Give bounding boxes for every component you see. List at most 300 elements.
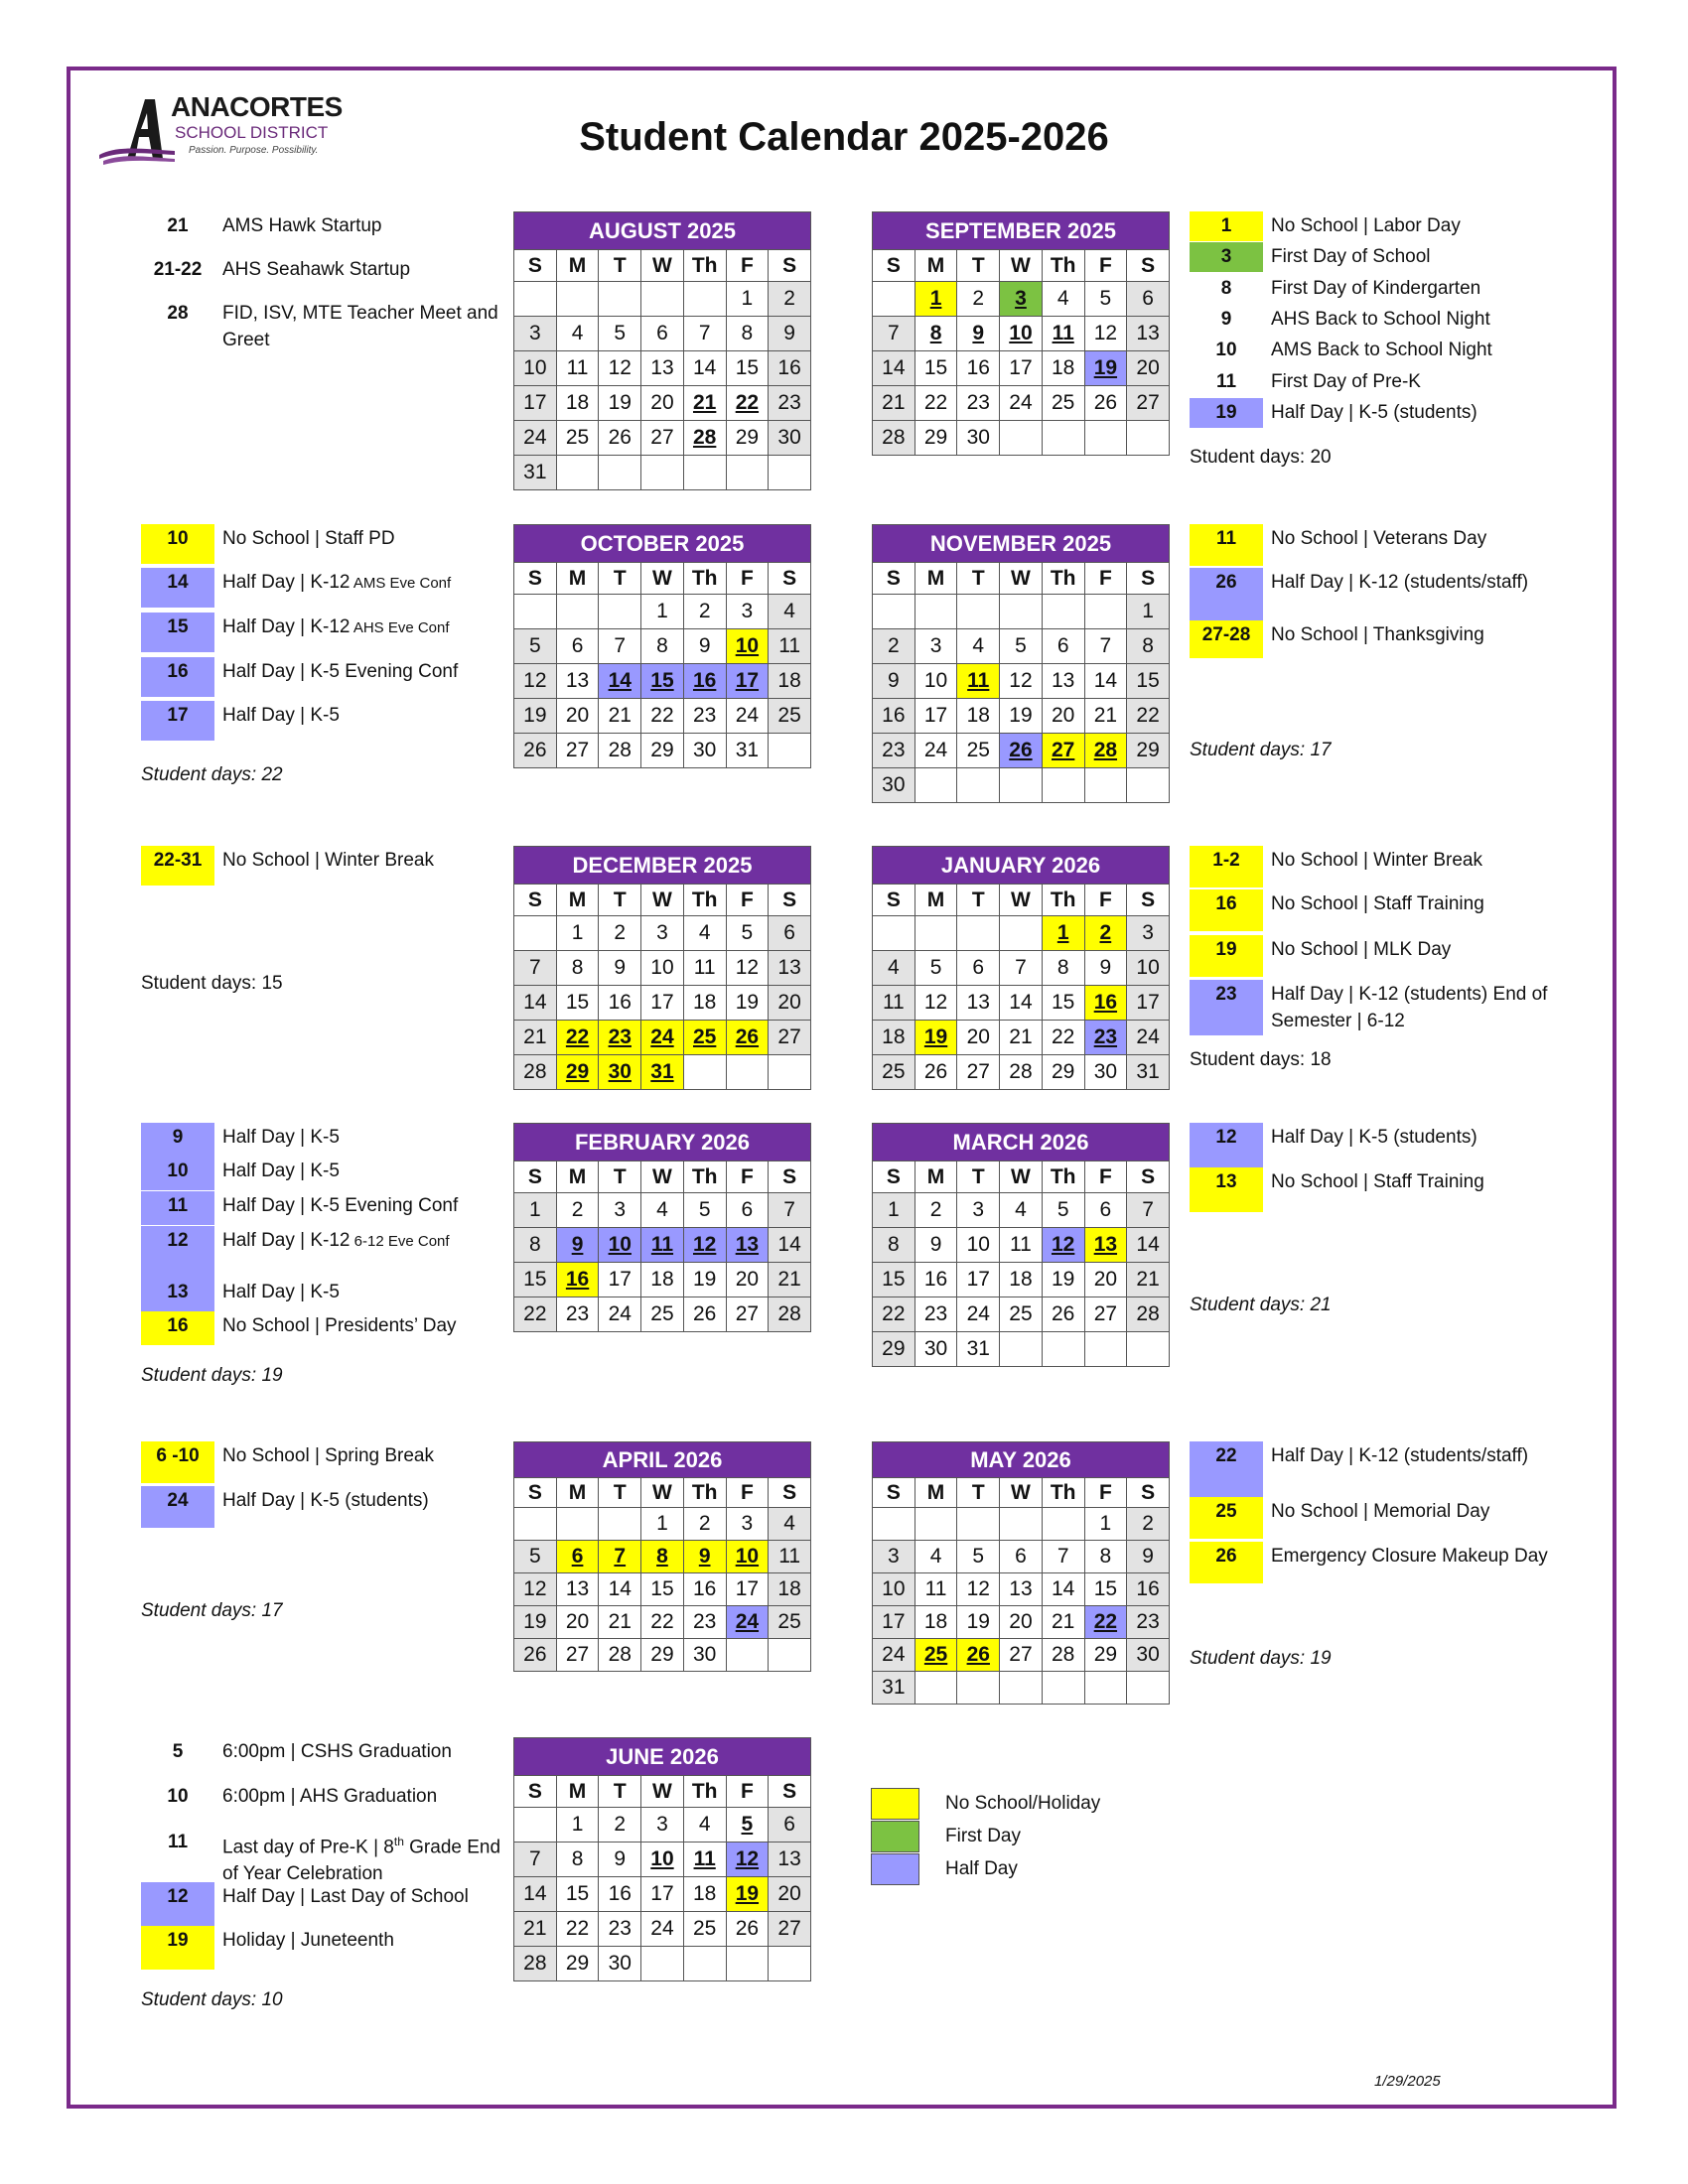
weekday-header: F <box>726 1161 769 1193</box>
calendar-day: 22 <box>514 1297 557 1332</box>
calendar-day: 6 <box>957 951 1000 986</box>
calendar-day: 15 <box>556 1877 599 1912</box>
calendar-day: 15 <box>641 664 684 699</box>
calendar-empty-cell <box>599 282 641 317</box>
calendar-day: 2 <box>957 282 1000 317</box>
calendar-empty-cell <box>873 282 915 317</box>
calendar-day: 4 <box>914 1541 957 1573</box>
calendar-day: 2 <box>769 282 811 317</box>
calendar-day: 25 <box>641 1297 684 1332</box>
calendar-day: 30 <box>683 1639 726 1672</box>
calendar-day: 18 <box>914 1606 957 1639</box>
calendar-day: 24 <box>599 1297 641 1332</box>
calendar-empty-cell <box>873 1508 915 1541</box>
weekday-header: F <box>1084 563 1127 595</box>
calendar-day: 10 <box>599 1228 641 1263</box>
calendar-day: 14 <box>514 1877 557 1912</box>
calendar-day: 12 <box>726 951 769 986</box>
calendar-day: 10 <box>641 951 684 986</box>
calendar-empty-cell <box>1042 768 1084 803</box>
calendar-day: 30 <box>769 421 811 456</box>
month-title: SEPTEMBER 2025 <box>873 212 1170 250</box>
month-title: JANUARY 2026 <box>873 847 1170 885</box>
calendar-day: 16 <box>957 351 1000 386</box>
calendar-empty-cell <box>641 456 684 490</box>
weekday-header: S <box>873 1478 915 1508</box>
weekday-header: W <box>1000 885 1043 916</box>
event-date: 10 <box>141 524 214 564</box>
calendar-day: 18 <box>769 664 811 699</box>
calendar-day: 1 <box>726 282 769 317</box>
calendar-day: 27 <box>769 1912 811 1947</box>
calendar-day: 7 <box>1127 1193 1170 1228</box>
calendar-day: 3 <box>957 1193 1000 1228</box>
calendar-day: 29 <box>556 1947 599 1981</box>
calendar-day: 29 <box>873 1332 915 1367</box>
calendar-day: 9 <box>683 629 726 664</box>
weekday-header: S <box>1127 1478 1170 1508</box>
calendar-day: 19 <box>1084 351 1127 386</box>
weekday-header: S <box>769 250 811 282</box>
calendar-day: 29 <box>1084 1639 1127 1672</box>
calendar-empty-cell <box>769 1055 811 1090</box>
calendar-empty-cell <box>514 595 557 629</box>
event-date: 23 <box>1190 980 1263 1035</box>
weekday-header: W <box>641 250 684 282</box>
calendar-day: 4 <box>1042 282 1084 317</box>
calendar-day: 12 <box>599 351 641 386</box>
calendar-day: 30 <box>914 1332 957 1367</box>
weekday-header: M <box>556 1161 599 1193</box>
calendar-day: 13 <box>726 1228 769 1263</box>
calendar-day: 12 <box>1042 1228 1084 1263</box>
calendar-day: 15 <box>726 351 769 386</box>
weekday-header: T <box>599 1776 641 1808</box>
calendar-day: 2 <box>1084 916 1127 951</box>
calendar-day: 29 <box>1127 734 1170 768</box>
calendar-may <box>872 1441 1170 1705</box>
calendar-day: 6 <box>1000 1541 1043 1573</box>
calendar-day: 22 <box>641 1606 684 1639</box>
weekday-header: F <box>1084 885 1127 916</box>
calendar-day: 29 <box>641 734 684 768</box>
calendar-day: 6 <box>1127 282 1170 317</box>
calendar-empty-cell <box>957 1672 1000 1705</box>
calendar-day: 2 <box>683 595 726 629</box>
event-description: Half Day | K-5 Evening Conf <box>222 1195 459 1216</box>
calendar-day: 13 <box>641 351 684 386</box>
calendar-empty-cell <box>641 1947 684 1981</box>
student-days-sep: Student days: 20 <box>1190 447 1332 468</box>
calendar-empty-cell <box>1084 421 1127 456</box>
calendar-day: 7 <box>769 1193 811 1228</box>
calendar-day: 4 <box>556 317 599 351</box>
calendar-day: 28 <box>769 1297 811 1332</box>
event-date: 12 <box>141 1882 214 1926</box>
calendar-empty-cell <box>556 282 599 317</box>
weekday-header: Th <box>1042 250 1084 282</box>
calendar-day: 6 <box>556 629 599 664</box>
calendar-day: 24 <box>726 1606 769 1639</box>
calendar-empty-cell <box>556 1508 599 1541</box>
calendar-day: 2 <box>683 1508 726 1541</box>
calendar-day: 15 <box>1084 1573 1127 1606</box>
event-description: No School | Winter Break <box>1271 850 1482 871</box>
weekday-header: T <box>599 1161 641 1193</box>
calendar-day: 4 <box>683 916 726 951</box>
weekday-header: W <box>641 1161 684 1193</box>
calendar-day: 23 <box>1084 1021 1127 1055</box>
logo-subtitle: SCHOOL DISTRICT <box>175 123 329 142</box>
calendar-empty-cell <box>683 282 726 317</box>
calendar-day: 15 <box>1127 664 1170 699</box>
calendar-empty-cell <box>769 456 811 490</box>
calendar-day: 15 <box>873 1263 915 1297</box>
calendar-day: 13 <box>556 664 599 699</box>
calendar-day: 14 <box>1127 1228 1170 1263</box>
event-date: 11 <box>141 1191 214 1225</box>
event-date: 19 <box>141 1926 214 1970</box>
calendar-day: 17 <box>1000 351 1043 386</box>
calendar-day: 23 <box>914 1297 957 1332</box>
calendar-day: 26 <box>514 1639 557 1672</box>
calendar-empty-cell <box>1000 1672 1043 1705</box>
calendar-day: 10 <box>1000 317 1043 351</box>
calendar-day: 23 <box>957 386 1000 421</box>
weekday-header: S <box>514 563 557 595</box>
calendar-day: 28 <box>1127 1297 1170 1332</box>
calendar-day: 17 <box>641 1877 684 1912</box>
calendar-day: 5 <box>514 1541 557 1573</box>
calendar-day: 22 <box>556 1912 599 1947</box>
calendar-day: 1 <box>556 1808 599 1843</box>
calendar-day: 3 <box>641 916 684 951</box>
weekday-header: Th <box>683 250 726 282</box>
calendar-day: 22 <box>556 1021 599 1055</box>
calendar-day: 20 <box>726 1263 769 1297</box>
calendar-day: 28 <box>1042 1639 1084 1672</box>
event-description: Half Day | K-5 <box>222 705 340 726</box>
calendar-day: 19 <box>514 1606 557 1639</box>
event-description: AMS Back to School Night <box>1271 340 1492 360</box>
weekday-header: W <box>1000 250 1043 282</box>
event-description: FID, ISV, MTE Teacher Meet and Greet <box>222 303 498 350</box>
calendar-day: 19 <box>726 986 769 1021</box>
calendar-day: 9 <box>599 951 641 986</box>
calendar-day: 1 <box>641 595 684 629</box>
calendar-day: 9 <box>556 1228 599 1263</box>
calendar-day: 12 <box>514 1573 557 1606</box>
weekday-header: T <box>957 1161 1000 1193</box>
calendar-day: 19 <box>726 1877 769 1912</box>
page-title: Student Calendar 2025-2026 <box>579 115 1109 159</box>
calendar-empty-cell <box>957 916 1000 951</box>
event-description: No School | Labor Day <box>1271 215 1461 236</box>
event-description: Half Day | K-5 <box>222 1127 340 1148</box>
calendar-day: 4 <box>769 595 811 629</box>
calendar-day: 13 <box>1127 317 1170 351</box>
calendar-day: 2 <box>914 1193 957 1228</box>
event-description: Half Day | K-5 (students) <box>1271 402 1477 423</box>
weekday-header: Th <box>1042 885 1084 916</box>
weekday-header: S <box>1127 1161 1170 1193</box>
event-description: No School | Staff Training <box>1271 893 1484 914</box>
calendar-day: 3 <box>1127 916 1170 951</box>
weekday-header: S <box>873 563 915 595</box>
calendar-day: 31 <box>1127 1055 1170 1090</box>
calendar-empty-cell <box>726 456 769 490</box>
calendar-day: 16 <box>556 1263 599 1297</box>
event-date: 16 <box>141 1311 214 1345</box>
calendar-day: 20 <box>1000 1606 1043 1639</box>
calendar-empty-cell <box>1084 595 1127 629</box>
calendar-empty-cell <box>599 456 641 490</box>
calendar-day: 11 <box>769 629 811 664</box>
month-title: FEBRUARY 2026 <box>514 1124 811 1161</box>
calendar-day: 23 <box>599 1021 641 1055</box>
event-date: 19 <box>1190 398 1263 428</box>
event-date: 11 <box>1215 371 1237 392</box>
calendar-empty-cell <box>599 595 641 629</box>
calendar-day: 5 <box>726 1808 769 1843</box>
calendar-day: 10 <box>726 629 769 664</box>
calendar-day: 21 <box>1000 1021 1043 1055</box>
calendar-day: 17 <box>641 986 684 1021</box>
calendar-day: 2 <box>1127 1508 1170 1541</box>
calendar-day: 14 <box>599 1573 641 1606</box>
weekday-header: T <box>957 1478 1000 1508</box>
weekday-header: W <box>1000 563 1043 595</box>
calendar-day: 8 <box>873 1228 915 1263</box>
calendar-empty-cell <box>683 1055 726 1090</box>
calendar-day: 18 <box>683 1877 726 1912</box>
calendar-day: 12 <box>726 1843 769 1877</box>
calendar-day: 7 <box>683 317 726 351</box>
event-note: 6-12 Eve Conf <box>350 1233 450 1250</box>
calendar-day: 27 <box>769 1021 811 1055</box>
calendar-day: 17 <box>514 386 557 421</box>
weekday-header: M <box>556 250 599 282</box>
calendar-day: 25 <box>914 1639 957 1672</box>
event-date: 27-28 <box>1190 620 1263 658</box>
calendar-empty-cell <box>1042 1508 1084 1541</box>
weekday-header: S <box>873 1161 915 1193</box>
calendar-day: 18 <box>1000 1263 1043 1297</box>
calendar-day: 16 <box>683 664 726 699</box>
event-description: 6:00pm | CSHS Graduation <box>222 1741 452 1762</box>
legend-swatch-first-day <box>871 1821 919 1852</box>
student-days-jun: Student days: 10 <box>141 1989 283 2010</box>
calendar-day: 27 <box>556 734 599 768</box>
calendar-day: 19 <box>514 699 557 734</box>
event-description: 6:00pm | AHS Graduation <box>222 1786 438 1807</box>
calendar-nov <box>872 524 1170 803</box>
legend-label-half-day: Half Day <box>945 1858 1018 1879</box>
weekday-header: M <box>556 563 599 595</box>
calendar-day: 14 <box>769 1228 811 1263</box>
calendar-empty-cell <box>556 595 599 629</box>
calendar-day: 3 <box>726 1508 769 1541</box>
calendar-day: 5 <box>599 317 641 351</box>
event-note: AMS Eve Conf <box>350 575 452 592</box>
calendar-day: 9 <box>599 1843 641 1877</box>
weekday-header: T <box>599 885 641 916</box>
calendar-empty-cell <box>1084 768 1127 803</box>
calendar-empty-cell <box>769 1639 811 1672</box>
event-description: Half Day | K-5 (students) <box>1271 1127 1477 1148</box>
calendar-empty-cell <box>514 1508 557 1541</box>
event-date: 5 <box>172 1741 184 1762</box>
calendar-day: 26 <box>957 1639 1000 1672</box>
weekday-header: S <box>769 885 811 916</box>
calendar-empty-cell <box>1042 421 1084 456</box>
calendar-day: 25 <box>769 699 811 734</box>
calendar-day: 19 <box>914 1021 957 1055</box>
event-date: 22-31 <box>141 846 214 886</box>
calendar-empty-cell <box>1127 1332 1170 1367</box>
calendar-empty-cell <box>514 916 557 951</box>
calendar-day: 18 <box>641 1263 684 1297</box>
event-date: 3 <box>1190 242 1263 272</box>
calendar-day: 20 <box>769 1877 811 1912</box>
calendar-day: 30 <box>683 734 726 768</box>
calendar-day: 29 <box>1042 1055 1084 1090</box>
month-title: AUGUST 2025 <box>514 212 811 250</box>
calendar-day: 31 <box>957 1332 1000 1367</box>
calendar-day: 26 <box>514 734 557 768</box>
event-date: 26 <box>1190 1542 1263 1583</box>
calendar-day: 16 <box>599 1877 641 1912</box>
calendar-day: 11 <box>914 1573 957 1606</box>
logo-tagline: Passion. Purpose. Possibility. <box>189 145 319 156</box>
event-date: 24 <box>141 1486 214 1528</box>
event-date: 11 <box>1190 524 1263 566</box>
calendar-day: 9 <box>683 1541 726 1573</box>
calendar-day: 10 <box>641 1843 684 1877</box>
calendar-day: 1 <box>1127 595 1170 629</box>
calendar-day: 22 <box>873 1297 915 1332</box>
calendar-day: 4 <box>769 1508 811 1541</box>
event-description: No School | Staff Training <box>1271 1171 1484 1192</box>
calendar-day: 26 <box>1000 734 1043 768</box>
calendar-empty-cell <box>1042 1672 1084 1705</box>
calendar-day: 14 <box>683 351 726 386</box>
event-date: 21 <box>167 215 189 236</box>
weekday-header: F <box>1084 1478 1127 1508</box>
calendar-day: 29 <box>641 1639 684 1672</box>
weekday-header: W <box>641 885 684 916</box>
event-date: 26 <box>1190 568 1263 623</box>
calendar-day: 27 <box>726 1297 769 1332</box>
calendar-day: 10 <box>914 664 957 699</box>
weekday-header: M <box>914 1478 957 1508</box>
calendar-empty-cell <box>726 1947 769 1981</box>
calendar-day: 25 <box>556 421 599 456</box>
calendar-day: 11 <box>1042 317 1084 351</box>
weekday-header: Th <box>683 1478 726 1508</box>
calendar-day: 20 <box>641 386 684 421</box>
weekday-header: F <box>726 1478 769 1508</box>
logo-mark-icon <box>97 89 177 167</box>
weekday-header: M <box>914 885 957 916</box>
weekday-header: S <box>1127 563 1170 595</box>
calendar-empty-cell <box>1042 595 1084 629</box>
calendar-day: 29 <box>556 1055 599 1090</box>
calendar-day: 2 <box>599 1808 641 1843</box>
calendar-day: 15 <box>914 351 957 386</box>
calendar-empty-cell <box>769 1947 811 1981</box>
student-days-feb: Student days: 19 <box>141 1365 283 1386</box>
calendar-empty-cell <box>957 595 1000 629</box>
legend-swatch-half-day <box>871 1853 919 1885</box>
calendar-day: 28 <box>599 734 641 768</box>
calendar-day: 4 <box>683 1808 726 1843</box>
calendar-day: 31 <box>514 456 557 490</box>
calendar-day: 21 <box>1084 699 1127 734</box>
calendar-day: 26 <box>726 1021 769 1055</box>
calendar-day: 23 <box>873 734 915 768</box>
calendar-empty-cell <box>514 282 557 317</box>
weekday-header: M <box>556 1478 599 1508</box>
calendar-day: 16 <box>1127 1573 1170 1606</box>
calendar-day: 15 <box>1042 986 1084 1021</box>
event-description: Half Day | K-12 6-12 Eve Conf <box>222 1230 450 1251</box>
calendar-day: 20 <box>957 1021 1000 1055</box>
student-days-mar: Student days: 21 <box>1190 1295 1332 1315</box>
calendar-day: 20 <box>1084 1263 1127 1297</box>
calendar-day: 11 <box>873 986 915 1021</box>
event-description: Half Day | K-5 Evening Conf <box>222 661 459 682</box>
weekday-header: S <box>1127 250 1170 282</box>
calendar-day: 8 <box>726 317 769 351</box>
event-date: 10 <box>141 1157 214 1190</box>
calendar-day: 3 <box>514 317 557 351</box>
calendar-day: 8 <box>641 629 684 664</box>
calendar-day: 10 <box>957 1228 1000 1263</box>
event-description: No School | Presidents’ Day <box>222 1315 457 1336</box>
calendar-empty-cell <box>683 456 726 490</box>
calendar-day: 14 <box>514 986 557 1021</box>
calendar-empty-cell <box>514 1808 557 1843</box>
calendar-day: 9 <box>957 317 1000 351</box>
calendar-empty-cell <box>556 456 599 490</box>
legend <box>871 1788 1169 1887</box>
calendar-day: 25 <box>683 1912 726 1947</box>
weekday-header: M <box>914 1161 957 1193</box>
calendar-day: 14 <box>1084 664 1127 699</box>
calendar-empty-cell <box>1127 1672 1170 1705</box>
revision-date: 1/29/2025 <box>1374 2073 1441 2090</box>
calendar-day: 26 <box>1084 386 1127 421</box>
calendar-day: 16 <box>873 699 915 734</box>
event-description: Holiday | Juneteenth <box>222 1930 394 1951</box>
calendar-day: 5 <box>914 951 957 986</box>
weekday-header: Th <box>683 1161 726 1193</box>
calendar-day: 26 <box>1042 1297 1084 1332</box>
calendar-day: 6 <box>726 1193 769 1228</box>
calendar-day: 28 <box>599 1639 641 1672</box>
calendar-day: 11 <box>1000 1228 1043 1263</box>
event-date: 25 <box>1190 1497 1263 1539</box>
event-date: 15 <box>141 613 214 652</box>
event-description: Half Day | Last Day of School <box>222 1886 469 1907</box>
calendar-day: 8 <box>556 951 599 986</box>
event-date: 12 <box>1190 1123 1263 1167</box>
calendar-day: 11 <box>641 1228 684 1263</box>
calendar-day: 14 <box>873 351 915 386</box>
event-date: 13 <box>141 1278 214 1311</box>
calendar-day: 3 <box>914 629 957 664</box>
